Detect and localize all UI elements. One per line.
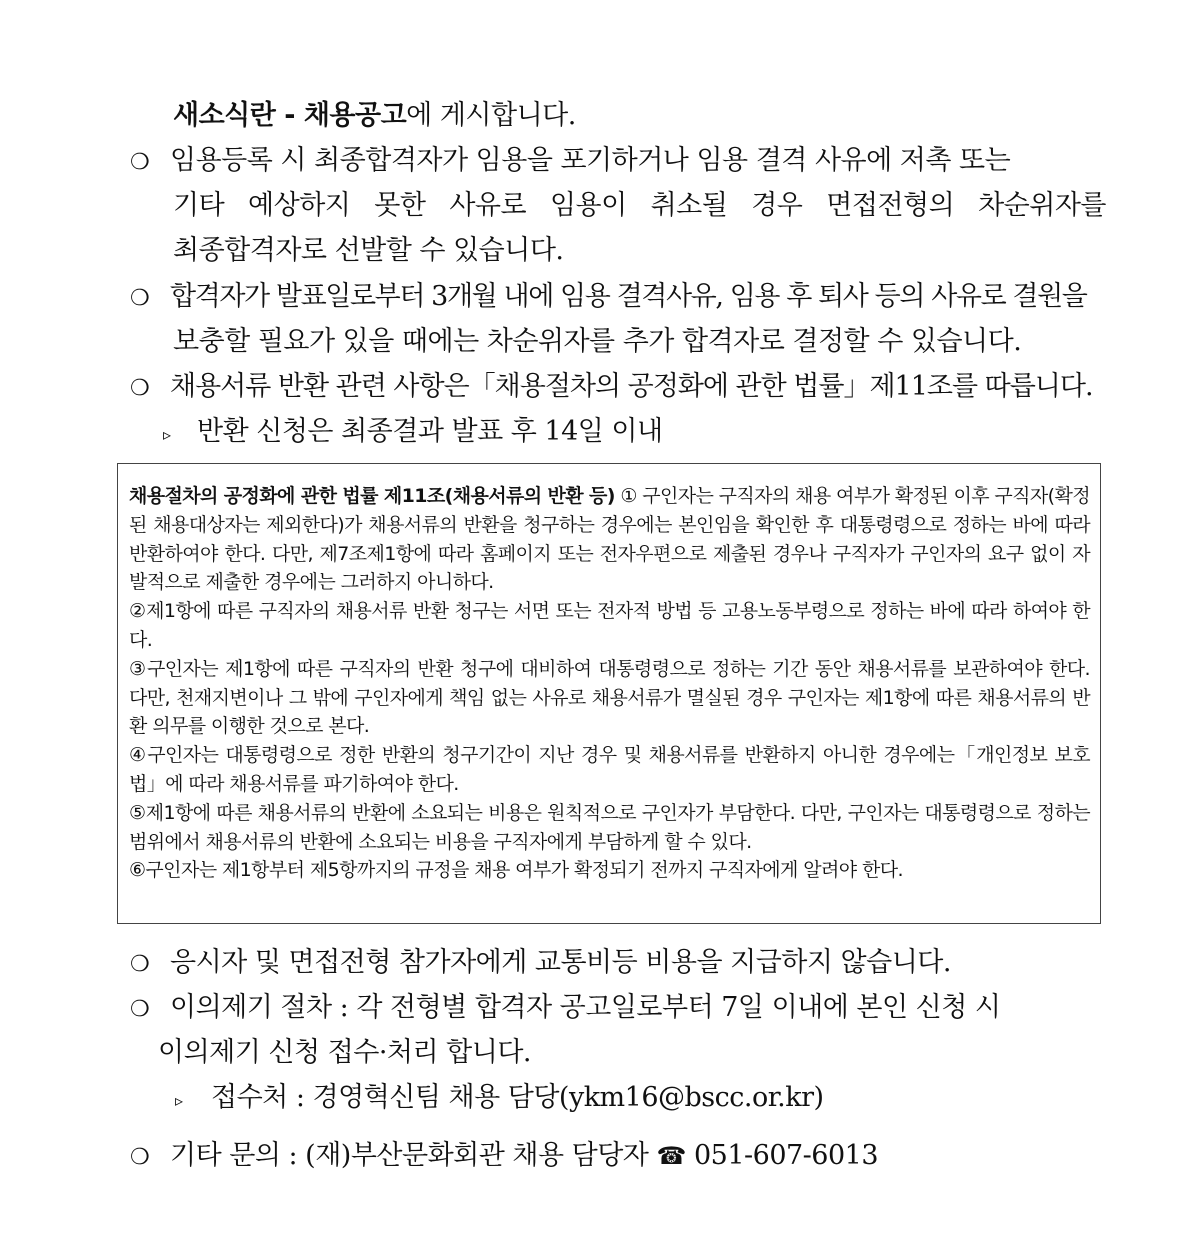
law-para-4: ④구인자는 대통령령으로 정한 반환의 청구기간이 지난 경우 및 채용서류를 반환하지 아니한 경우에는「개인정보 보호법」에 따라 채용서류를 파기하여야 한다. bbox=[129, 744, 1090, 795]
item-additional-line2: 보충할 필요가 있을 때에는 차순위자를 추가 합격자로 결정할 수 있습니다. bbox=[173, 326, 1022, 357]
item-additional-line1: ❍ 합격자가 발표일로부터 3개월 내에 임용 결격사유, 임용 후 퇴사 등의 사유로 결원을 bbox=[130, 277, 1086, 319]
item-replacement-line2: 기타 예상하지 못한 사유로 임용이 취소될 경우 면접전형의 차순위자를 bbox=[173, 190, 1106, 221]
law-para-2: ②제1항에 따른 구직자의 채용서류 반환 청구는 서면 또는 전자적 방법 등 고용노동부령으로 정하는 바에 따라 하여야 한다. bbox=[129, 600, 1090, 651]
item-return-line1: ❍ 채용서류 반환 관련 사항은「채용절차의 공정화에 관한 법률」제11조를 따릅니다. bbox=[130, 367, 1093, 409]
notice-rest: 에 게시합니다. bbox=[406, 100, 576, 131]
triangle-bullet-icon: ▹ bbox=[175, 1091, 183, 1110]
item-objection-line2: 이의제기 신청 접수·처리 합니다. bbox=[158, 1037, 531, 1068]
item-contact bbox=[130, 1136, 878, 1178]
notice-location: 새소식란 - 채용공고 bbox=[173, 100, 407, 131]
bullet-icon: ❍ bbox=[130, 150, 150, 175]
law-para-6: ⑥구인자는 제1항부터 제5항까지의 규정을 채용 여부가 확정되기 전까지 구직자에게 알려야 한다. bbox=[129, 859, 903, 882]
item-replacement-line1: ❍ 임용등록 시 최종합격자가 임용을 포기하거나 임용 결격 사유에 저촉 또는 bbox=[130, 141, 1010, 183]
law-title: 채용절차의 공정화에 관한 법률 제11조(채용서류의 반환 등) bbox=[129, 485, 615, 507]
triangle-bullet-icon: ▹ bbox=[163, 425, 171, 444]
item-return-sub: ▹ 반환 신청은 최종결과 발표 후 14일 이내 bbox=[163, 412, 663, 455]
bullet-icon: ❍ bbox=[130, 1145, 150, 1170]
contact-phone: 051-607-6013 bbox=[693, 1140, 879, 1171]
law-para-5: ⑤제1항에 따른 채용서류의 반환에 소요되는 비용은 원칙적으로 구인자가 부담한다. 다만, 구인자는 대통령령으로 정하는 범위에서 채용서류의 반환에 소요되는 비용을 구직자에게 부담하게 할 수 있다. bbox=[129, 801, 1090, 853]
top-notice bbox=[173, 96, 576, 136]
item-objection-line1: ❍ 이의제기 절차 : 각 전형별 합격자 공고일로부터 7일 이내에 본인 신청 시 bbox=[130, 988, 1000, 1030]
law-para-3: ③구인자는 제1항에 따른 구직자의 반환 청구에 대비하여 대통령령으로 정하는 기간 동안 채용서류를 보관하여야 한다. 다만, 천재지변이나 그 밖에 구인자에게 책임 없는 사유로 채용서류가 멸실된 경우 구인자는 제1항에 따른 채용서류의 반환 의무를 이행한 것으로 본다. bbox=[129, 657, 1090, 738]
phone-icon: ☎ bbox=[656, 1142, 686, 1170]
contact-label: 기타 문의 : (재)부산문화회관 채용 담당자 bbox=[170, 1140, 649, 1171]
item-replacement-line3: 최종합격자로 선발할 수 있습니다. bbox=[173, 235, 564, 266]
law-para-1: 채용절차의 공정화에 관한 법률 제11조(채용서류의 반환 등) ① 구인자는 구직자의 채용 여부가 확정된 이후 구직자(확정된 채용대상자는 제외한다)가 채용서류의 반환을 청구하는 경우에는 본인임을 확인한 후 대통령령으로 정하는 바에 따라 반환하여야 한다. 다만, 제7조제1항에 따라 홈페이지 또는 전자우편으로 제출된 경우나 구직자가 구인자의 요구 없이 자발적으로 제출한 경우에는 그러하지 아니하다. bbox=[129, 485, 1090, 594]
item-costs-line1: ❍ 응시자 및 면접전형 참가자에게 교통비등 비용을 지급하지 않습니다. bbox=[130, 943, 951, 985]
bullet-icon: ❍ bbox=[130, 952, 150, 977]
bullet-icon: ❍ bbox=[130, 376, 149, 401]
law-excerpt-box bbox=[117, 463, 1101, 924]
bullet-icon: ❍ bbox=[130, 286, 149, 311]
bullet-icon: ❍ bbox=[130, 997, 150, 1022]
item-objection-sub: ▹ 접수처 : 경영혁신팀 채용 담당(ykm16@bscc.or.kr) bbox=[175, 1078, 824, 1121]
